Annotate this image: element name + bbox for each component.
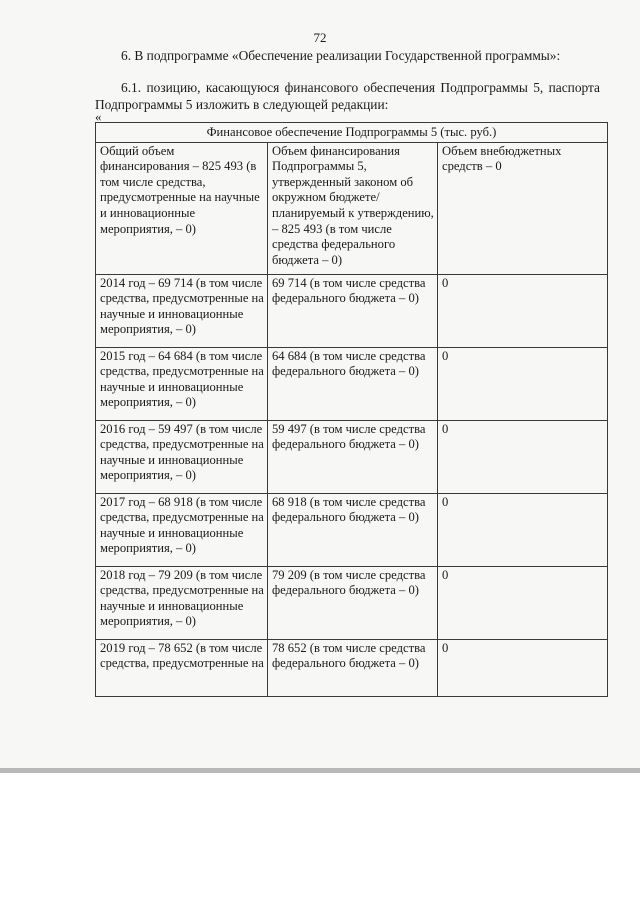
row-extrabudgetary: 0 bbox=[438, 493, 608, 566]
row-total: 2018 год – 79 209 (в том числе средства, предусмотренные на научные и инновационные мероприятия, – 0) bbox=[96, 566, 268, 639]
paragraph-6: 6. В подпрограмме «Обеспечение реализации Государственной программы»: bbox=[121, 48, 561, 63]
table-row bbox=[96, 493, 608, 566]
row-extrabudgetary: 0 bbox=[438, 274, 608, 347]
paragraph-6-1: 6.1. позицию, касающуюся финансового обеспечения Подпрограммы 5, паспорта Подпрограммы 5 изложить в следующей редакции: bbox=[95, 80, 600, 112]
row-budget: 79 209 (в том числе средства федерального бюджета – 0) bbox=[268, 566, 438, 639]
row-budget: 64 684 (в том числе средства федерального бюджета – 0) bbox=[268, 347, 438, 420]
row-budget: 59 497 (в том числе средства федерального бюджета – 0) bbox=[268, 420, 438, 493]
table-caption: Финансовое обеспечение Подпрограммы 5 (тыс. руб.) bbox=[96, 123, 608, 143]
table-caption-row bbox=[96, 123, 608, 143]
table-row bbox=[96, 347, 608, 420]
row-budget: 78 652 (в том числе средства федерального бюджета – 0) bbox=[268, 639, 438, 696]
row-extrabudgetary: 0 bbox=[438, 347, 608, 420]
row-total: 2017 год – 68 918 (в том числе средства, предусмотренные на научные и инновационные мероприятия, – 0) bbox=[96, 493, 268, 566]
row-budget: 68 918 (в том числе средства федерального бюджета – 0) bbox=[268, 493, 438, 566]
row-total: 2016 год – 59 497 (в том числе средства, предусмотренные на научные и инновационные мероприятия, – 0) bbox=[96, 420, 268, 493]
opening-quote: « bbox=[95, 109, 102, 124]
header-budget-funding: Объем финансирования Подпрограммы 5, утвержденный законом об окружном бюджете/ планируемый к утверждению, – 825 493 (в том числе средства федерального бюджета – 0) bbox=[268, 142, 438, 274]
row-extrabudgetary: 0 bbox=[438, 566, 608, 639]
header-total-funding: Общий объем финансирования – 825 493 (в том числе средства, предусмотренные на научные и инновационные мероприятия, – 0) bbox=[96, 142, 268, 274]
table-row bbox=[96, 274, 608, 347]
row-budget: 69 714 (в том числе средства федерального бюджета – 0) bbox=[268, 274, 438, 347]
page-number: 72 bbox=[313, 30, 327, 45]
financing-table bbox=[95, 122, 608, 697]
row-extrabudgetary: 0 bbox=[438, 639, 608, 696]
row-total: 2014 год – 69 714 (в том числе средства, предусмотренные на научные и инновационные мероприятия, – 0) bbox=[96, 274, 268, 347]
row-total: 2019 год – 78 652 (в том числе средства, предусмотренные на bbox=[96, 639, 268, 696]
row-total: 2015 год – 64 684 (в том числе средства, предусмотренные на научные и инновационные мероприятия, – 0) bbox=[96, 347, 268, 420]
table-row bbox=[96, 420, 608, 493]
header-extrabudgetary-funding: Объем внебюджетных средств – 0 bbox=[438, 142, 608, 274]
row-extrabudgetary: 0 bbox=[438, 420, 608, 493]
table-header-row bbox=[96, 142, 608, 274]
table-row bbox=[96, 566, 608, 639]
table-row bbox=[96, 639, 608, 696]
